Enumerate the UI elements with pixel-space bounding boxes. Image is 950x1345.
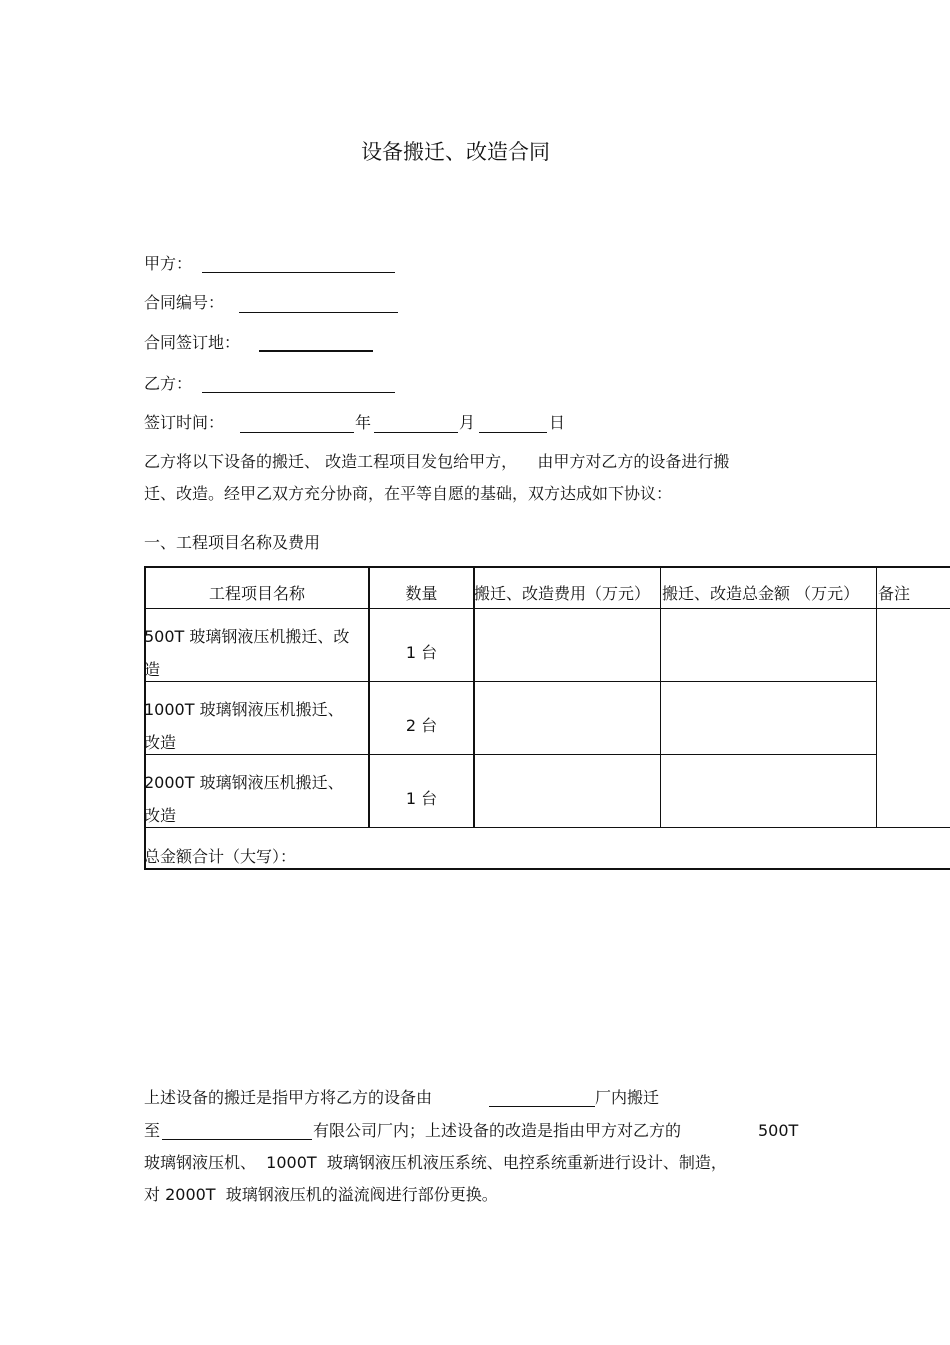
- project-cost-table: [144, 566, 950, 870]
- party-b-blank[interactable]: [202, 392, 395, 393]
- party-a-blank[interactable]: [202, 272, 395, 273]
- contract-number-blank[interactable]: [239, 312, 398, 313]
- para-line-1a: 上述设备的搬迁是指甲方将乙方的设备由: [144, 1088, 433, 1107]
- table-col-divider: [473, 566, 475, 828]
- table-row-qty: 1 台: [405, 789, 438, 808]
- table-border-top: [144, 566, 950, 568]
- table-header-remark: 备注: [878, 584, 911, 603]
- para-line-3: 玻璃钢液压机、 1000T 玻璃钢液压机液压系统、电控系统重新进行设计、制造，: [144, 1153, 727, 1172]
- table-row-qty: 1 台: [405, 643, 438, 662]
- sign-place-label: 合同签订地：: [144, 333, 241, 352]
- sign-year-blank[interactable]: [240, 432, 354, 433]
- table-row-qty: 2 台: [405, 716, 438, 735]
- para-line-1b: 厂内搬迁: [595, 1088, 660, 1107]
- party-a-label: 甲方：: [144, 254, 193, 273]
- sign-time-label: 签订时间：: [144, 413, 225, 432]
- para-line-2b: 有限公司厂内；上述设备的改造是指由甲方对乙方的: [313, 1121, 682, 1140]
- para-line-2c: 500T: [758, 1121, 799, 1140]
- day-label: 日: [549, 413, 566, 432]
- table-col-divider: [660, 566, 661, 828]
- page-title: 设备搬迁、改造合同: [361, 140, 550, 164]
- section-1-heading: 一、工程项目名称及费用: [144, 533, 321, 552]
- table-header-fee: 搬迁、改造费用（万元）: [474, 584, 651, 603]
- intro-line-2: 迁、改造。经甲乙双方充分协商，在平等自愿的基础，双方达成如下协议：: [144, 484, 673, 503]
- intro-line-1: 乙方将以下设备的搬迁、 改造工程项目发包给甲方， 由甲方对乙方的设备进行搬: [144, 452, 730, 471]
- table-header-qty: 数量: [405, 584, 438, 603]
- table-total-label: 总金额合计（大写）：: [144, 847, 297, 866]
- origin-factory-blank[interactable]: [489, 1106, 595, 1107]
- table-row-name: 1000T 玻璃钢液压机搬迁、改造: [144, 700, 344, 752]
- table-row-name: 2000T 玻璃钢液压机搬迁、改造: [144, 773, 344, 825]
- sign-month-blank[interactable]: [374, 432, 458, 433]
- month-label: 月: [459, 413, 476, 432]
- para-line-2a: 至: [144, 1121, 161, 1140]
- sign-day-blank[interactable]: [479, 432, 547, 433]
- table-rule: [144, 608, 950, 609]
- table-header-total: 搬迁、改造总金额 （万元）: [662, 584, 860, 603]
- contract-number-label: 合同编号：: [144, 293, 225, 312]
- destination-company-blank[interactable]: [162, 1139, 312, 1140]
- table-border-bottom: [144, 868, 950, 870]
- para-line-4: 对 2000T 玻璃钢液压机的溢流阀进行部份更换。: [144, 1185, 498, 1204]
- year-label: 年: [355, 413, 372, 432]
- table-header-name: 工程项目名称: [208, 584, 305, 603]
- sign-place-blank[interactable]: [259, 350, 373, 352]
- party-b-label: 乙方：: [144, 374, 193, 393]
- table-col-divider: [876, 566, 877, 828]
- table-row-name: 500T 玻璃钢液压机搬迁、改造: [144, 627, 350, 679]
